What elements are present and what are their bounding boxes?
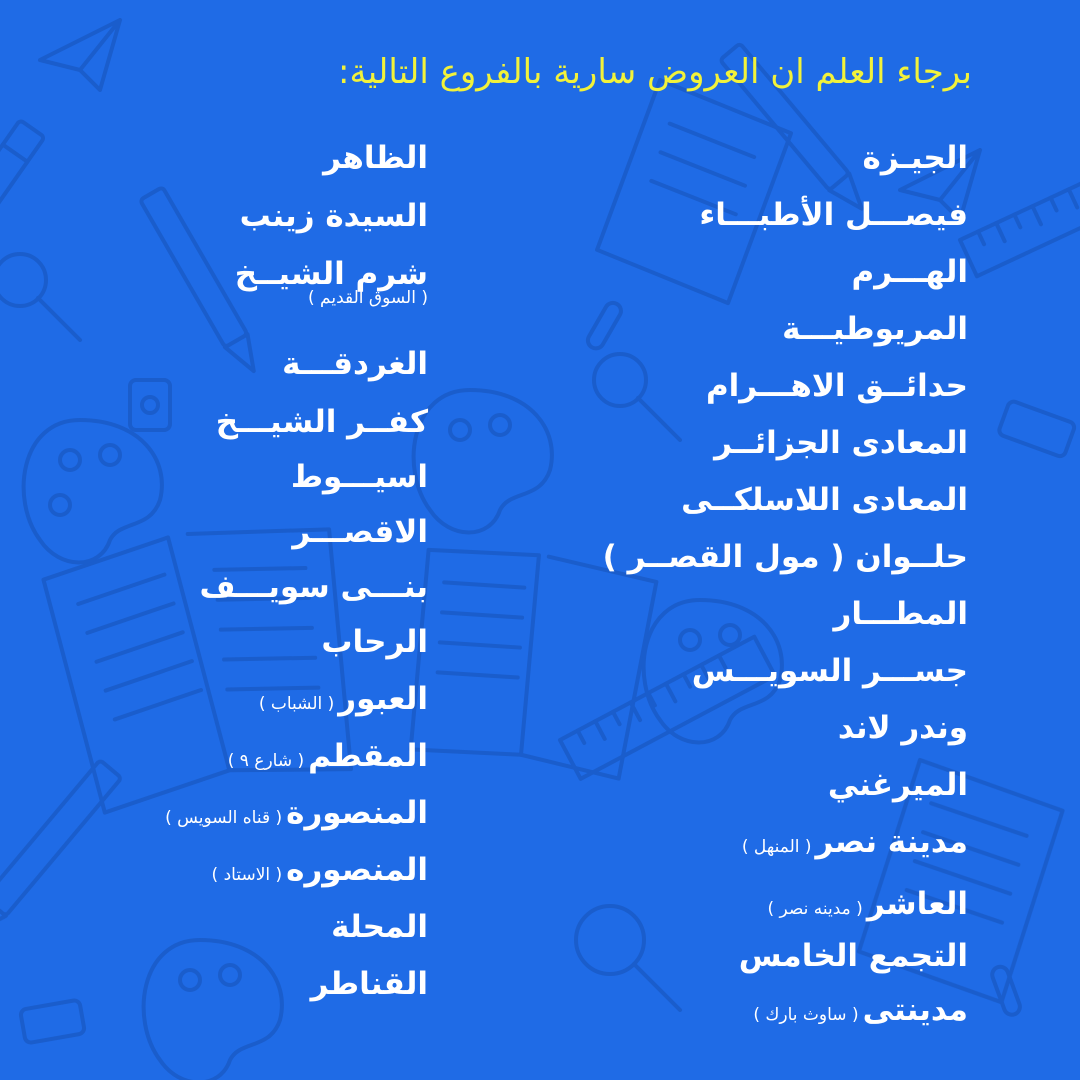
- branch-item: [48, 681, 428, 738]
- branch-item: [48, 966, 428, 1023]
- page-heading: برجاء العلم ان العروض سارية بالفروع التالية:: [338, 52, 972, 92]
- branch-name: مدينة نصر: [815, 824, 968, 860]
- branch-list-left: [48, 140, 428, 1023]
- branch-item: [528, 886, 968, 938]
- branch-item: [528, 653, 968, 710]
- branch-item: [528, 824, 968, 886]
- branch-subline: ( السوق القديم ): [308, 288, 428, 308]
- branch-item: [48, 459, 428, 514]
- branch-name: المنصوره: [286, 852, 428, 888]
- branch-name: الميرغني: [827, 767, 968, 803]
- branch-list-right: [528, 140, 968, 1048]
- branch-name: الجيـزة: [862, 140, 968, 176]
- branch-note: ( الاستاد ): [211, 865, 283, 885]
- branch-item: [48, 909, 428, 966]
- branch-item: [528, 767, 968, 824]
- branch-item: [48, 569, 428, 624]
- branch-name: السيدة زينب: [239, 198, 428, 234]
- branch-name: جســـر السويـــس: [691, 653, 968, 689]
- branch-name: المريوطيـــة: [782, 311, 968, 347]
- branch-name: العاشر: [866, 886, 968, 922]
- branch-name: الغردقـــة: [282, 346, 428, 382]
- branch-item: [48, 198, 428, 256]
- branch-name: وندر لاند: [837, 710, 968, 746]
- branch-note: ( المنهل ): [741, 837, 812, 857]
- branch-note: ( الشباب ): [258, 694, 335, 714]
- branch-name: حدائــق الاهـــرام: [705, 368, 968, 404]
- branch-name: بنـــى سويـــف: [199, 569, 428, 605]
- branch-item: [528, 482, 968, 539]
- branch-item: [48, 346, 428, 404]
- branch-name: المطـــار: [833, 596, 968, 632]
- branch-item: [528, 596, 968, 653]
- branch-name: العبور: [338, 681, 428, 717]
- branch-name: مدينتى: [862, 992, 968, 1028]
- branch-note: ( شارع ٩ ): [227, 751, 305, 771]
- branch-item: [48, 404, 428, 459]
- branch-note: ( ساوث بارك ): [753, 1005, 859, 1025]
- branch-name: التجمع الخامس: [738, 938, 968, 974]
- branch-name: شرم الشيــخ: [234, 256, 428, 292]
- branch-name: الهـــرم: [851, 254, 968, 290]
- branch-name: المعادى الجزائــر: [714, 425, 968, 461]
- branch-name: المنصورة: [286, 795, 428, 831]
- branch-name: المحلة: [331, 909, 428, 945]
- branch-note: ( مدينه نصر ): [767, 899, 863, 919]
- branch-name: القناطر: [310, 966, 428, 1002]
- branch-item: [528, 539, 968, 596]
- branch-item: [528, 425, 968, 482]
- branch-item: [528, 140, 968, 197]
- branch-item: [48, 852, 428, 909]
- branch-name: الظاهر: [323, 140, 428, 176]
- branch-item: [528, 992, 968, 1048]
- branch-item: [48, 795, 428, 852]
- branch-item: [528, 197, 968, 254]
- branch-item: [48, 738, 428, 795]
- branch-item: [48, 624, 428, 681]
- branch-item: [48, 514, 428, 569]
- branch-name: المقطم: [308, 738, 428, 774]
- branch-item: [528, 710, 968, 767]
- branch-name: الرحاب: [321, 624, 428, 660]
- branch-note: ( قناه السويس ): [165, 808, 283, 828]
- branch-item: [528, 938, 968, 992]
- branch-name: حلــوان ( مول القصــر ): [602, 539, 968, 575]
- branch-item: [528, 254, 968, 311]
- branch-item: [48, 140, 428, 198]
- branch-item: [528, 368, 968, 425]
- branch-name: كفــر الشيـــخ: [215, 404, 428, 440]
- branch-name: اسيـــوط: [290, 459, 428, 495]
- branch-name: فيصـــل الأطبـــاء: [699, 197, 968, 233]
- branch-name: المعادى اللاسلكــى: [681, 482, 968, 518]
- branch-item: [528, 311, 968, 368]
- branch-name: الاقصـــر: [292, 514, 428, 550]
- branch-item: [48, 256, 428, 346]
